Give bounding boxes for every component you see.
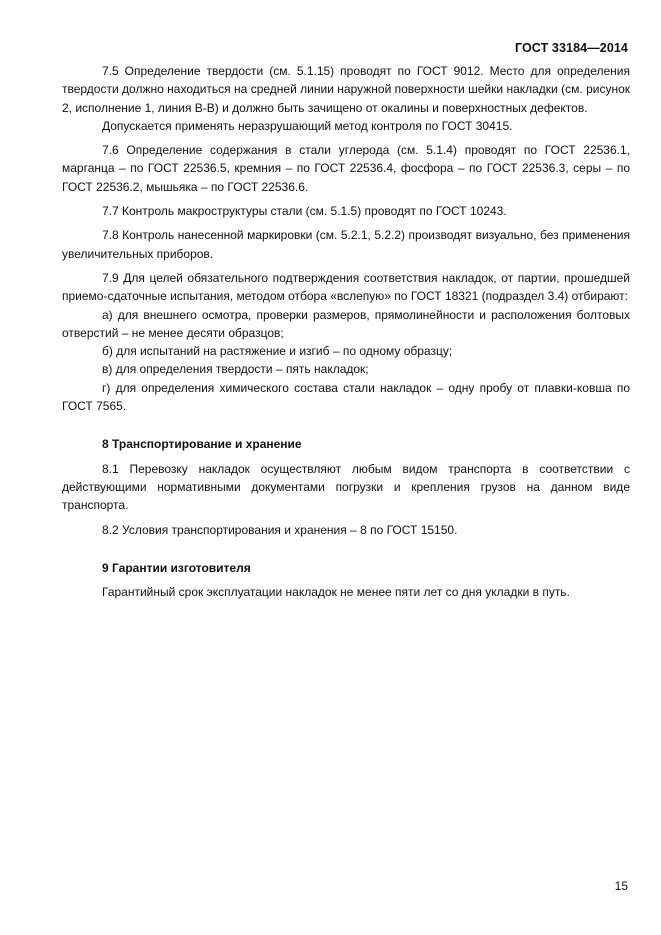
document-body xyxy=(62,62,630,601)
paragraph-8-1: 8.1 Перевозку накладок осуществляют любым видом транспорта в соответствии с действующими нормативными документами погрузки и крепления грузов на данном виде транспорта. xyxy=(62,461,630,513)
list-item-7-9-c: в) для определения твердости – пять накладок; xyxy=(102,362,369,377)
list-item-7-9-d: г) для определения химического состава стали накладок – одну пробу от плавки-ковша по ГОСТ 7565. xyxy=(62,380,630,414)
paragraph-7-7: 7.7 Контроль макроструктуры стали (см. 5.1.5) проводят по ГОСТ 10243. xyxy=(102,204,507,219)
paragraph-8-2: 8.2 Условия транспортирования и хранения – 8 по ГОСТ 15150. xyxy=(102,522,458,537)
paragraph-7-6: 7.6 Определение содержания в стали углерода (см. 5.1.4) проводят по ГОСТ 22536.1, марганца – по ГОСТ 22536.5, кремния – по ГОСТ 22536.4, фосфора – по ГОСТ 22536.3, серы – по ГОСТ 22536.2, мышьяка – по ГОСТ 22536.6. xyxy=(62,143,630,194)
paragraph-7-9: 7.9 Для целей обязательного подтверждения соответствия накладок, от партии, прошедшей приемо-сдаточные испытания, методом отбора «вслепую» по ГОСТ 18321 (подраздел 3.4) отбирают: xyxy=(62,270,630,304)
paragraph-7-8: 7.8 Контроль нанесенной маркировки (см. 5.2.1, 5.2.2) производят визуально, без применения увеличительных приборов. xyxy=(62,228,630,261)
paragraph-7-5-note: Допускается применять неразрушающий метод контроля по ГОСТ 30415. xyxy=(102,118,513,133)
paragraph-9: Гарантийный срок эксплуатации накладок не менее пяти лет со дня укладки в путь. xyxy=(102,585,570,600)
paragraph-7-5: 7.5 Определение твердости (см. 5.1.15) проводят по ГОСТ 9012. Место для определения твердости должно находиться на средней линии наружной поверхности шейки накладки (см. рисунок 2, исполнение 1, линия В-В) и должно быть зачищено от окалины и поверхностных дефектов. xyxy=(62,64,630,115)
list-item-7-9-b: б) для испытаний на растяжение и изгиб – по одному образцу; xyxy=(102,344,453,359)
section-8-heading: 8 Транспортирование и хранение xyxy=(102,437,302,452)
section-9-heading: 9 Гарантии изготовителя xyxy=(102,560,251,575)
document-id-header: ГОСТ 33184—2014 xyxy=(514,41,628,55)
page-number: 15 xyxy=(614,879,628,893)
list-item-7-9-a: а) для внешнего осмотра, проверки размеров, прямолинейности и расположения болтовых отверстий – не менее десяти образцов; xyxy=(62,307,630,340)
